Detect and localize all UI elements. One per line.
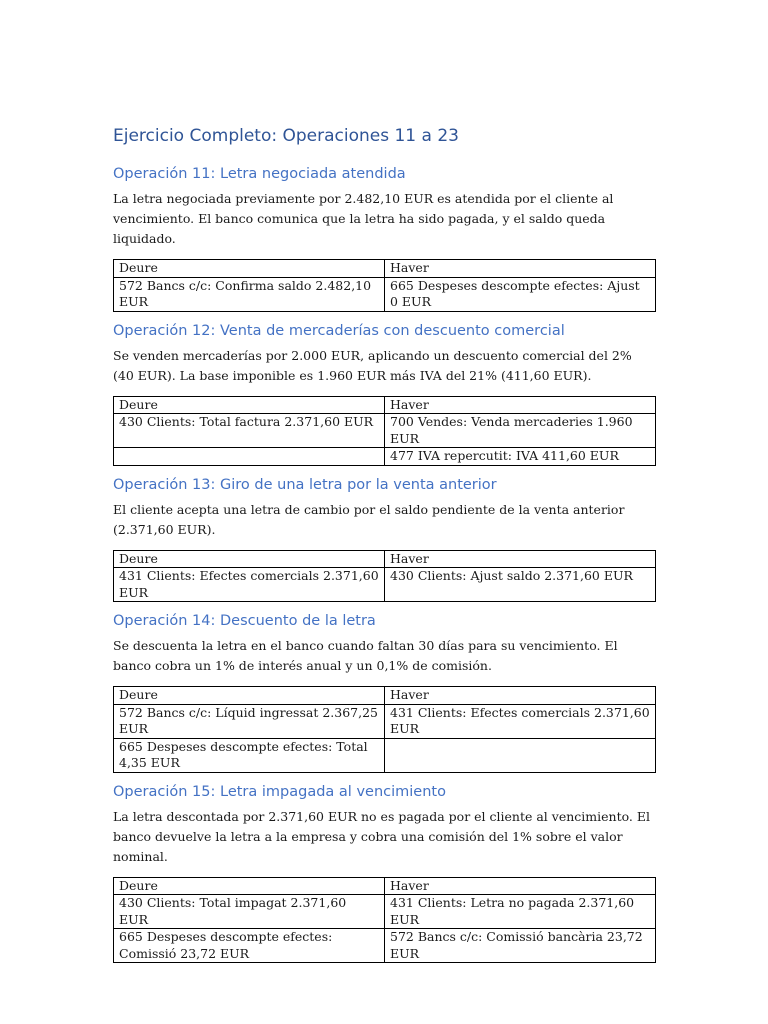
sections-container	[113, 164, 656, 963]
table-row	[114, 448, 656, 466]
credit-cell: 477 IVA repercutit: IVA 411,60 EUR	[385, 448, 656, 466]
section-description: La letra negociada previamente por 2.482,10 EUR es atendida por el cliente al vencimiento. El banco comunica que la letra ha sido pagada, y el saldo queda liquidado.	[113, 191, 614, 246]
credit-cell: 431 Clients: Efectes comercials 2.371,60 EUR	[385, 704, 656, 738]
table-header-row	[114, 260, 656, 278]
operation-section	[113, 164, 656, 312]
page-title: Ejercicio Completo: Operaciones 11 a 23	[113, 126, 459, 146]
section-heading: Operación 15: Letra impagada al vencimiento	[113, 783, 446, 800]
debit-cell: 572 Bancs c/c: Líquid ingressat 2.367,25 EUR	[114, 704, 385, 738]
table-header-row	[114, 550, 656, 568]
journal-entry-table	[113, 686, 656, 773]
column-header-credit: Haver	[385, 687, 656, 705]
credit-cell: 431 Clients: Letra no pagada 2.371,60 EUR	[385, 895, 656, 929]
column-header-debit: Deure	[114, 260, 385, 278]
journal-entry-table	[113, 877, 656, 964]
table-header-row	[114, 396, 656, 414]
table-header-row	[114, 687, 656, 705]
section-heading: Operación 12: Venta de mercaderías con descuento comercial	[113, 322, 565, 339]
section-description: Se venden mercaderías por 2.000 EUR, aplicando un descuento comercial del 2% (40 EUR). La base imponible es 1.960 EUR más IVA del 21% (411,60 EUR).	[113, 347, 632, 383]
debit-cell: 430 Clients: Total factura 2.371,60 EUR	[114, 414, 385, 448]
table-row	[114, 895, 656, 929]
section-heading: Operación 14: Descuento de la letra	[113, 613, 376, 629]
operation-section	[113, 611, 656, 773]
journal-entry-table	[113, 259, 656, 312]
table-row	[114, 704, 656, 738]
credit-cell: 665 Despeses descompte efectes: Ajust 0 EUR	[385, 277, 656, 311]
credit-cell	[385, 738, 656, 772]
table-row	[114, 277, 656, 311]
debit-cell: 431 Clients: Efectes comercials 2.371,60 EUR	[114, 568, 385, 602]
table-row	[114, 414, 656, 448]
debit-cell	[114, 448, 385, 466]
operation-section	[113, 782, 656, 964]
table-row	[114, 568, 656, 602]
section-heading: Operación 11: Letra negociada atendida	[113, 166, 406, 182]
operation-section	[113, 475, 656, 603]
credit-cell: 572 Bancs c/c: Comissió bancària 23,72 EUR	[385, 929, 656, 963]
column-header-debit: Deure	[114, 396, 385, 414]
table-row	[114, 738, 656, 772]
column-header-credit: Haver	[385, 877, 656, 895]
column-header-credit: Haver	[385, 550, 656, 568]
operation-section	[113, 321, 656, 466]
debit-cell: 665 Despeses descompte efectes: Comissió 23,72 EUR	[114, 929, 385, 963]
column-header-debit: Deure	[114, 877, 385, 895]
column-header-debit: Deure	[114, 687, 385, 705]
column-header-credit: Haver	[385, 260, 656, 278]
journal-entry-table	[113, 396, 656, 466]
section-description: Se descuenta la letra en el banco cuando faltan 30 días para su vencimiento. El banco cobra un 1% de interés anual y un 0,1% de comisión.	[113, 638, 618, 673]
debit-cell: 572 Bancs c/c: Confirma saldo 2.482,10 EUR	[114, 277, 385, 311]
section-heading: Operación 13: Giro de una letra por la venta anterior	[113, 476, 497, 493]
section-description: El cliente acepta una letra de cambio por el saldo pendiente de la venta anterior (2.371,60 EUR).	[113, 501, 625, 537]
section-description: La letra descontada por 2.371,60 EUR no es pagada por el cliente al vencimiento. El banco devuelve la letra a la empresa y cobra una comisión del 1% sobre el valor nominal.	[113, 808, 650, 864]
credit-cell: 430 Clients: Ajust saldo 2.371,60 EUR	[385, 568, 656, 602]
document-content	[113, 124, 656, 972]
debit-cell: 430 Clients: Total impagat 2.371,60 EUR	[114, 895, 385, 929]
debit-cell: 665 Despeses descompte efectes: Total 4,35 EUR	[114, 738, 385, 772]
column-header-debit: Deure	[114, 550, 385, 568]
table-header-row	[114, 877, 656, 895]
column-header-credit: Haver	[385, 396, 656, 414]
table-row	[114, 929, 656, 963]
journal-entry-table	[113, 550, 656, 603]
credit-cell: 700 Vendes: Venda mercaderies 1.960 EUR	[385, 414, 656, 448]
